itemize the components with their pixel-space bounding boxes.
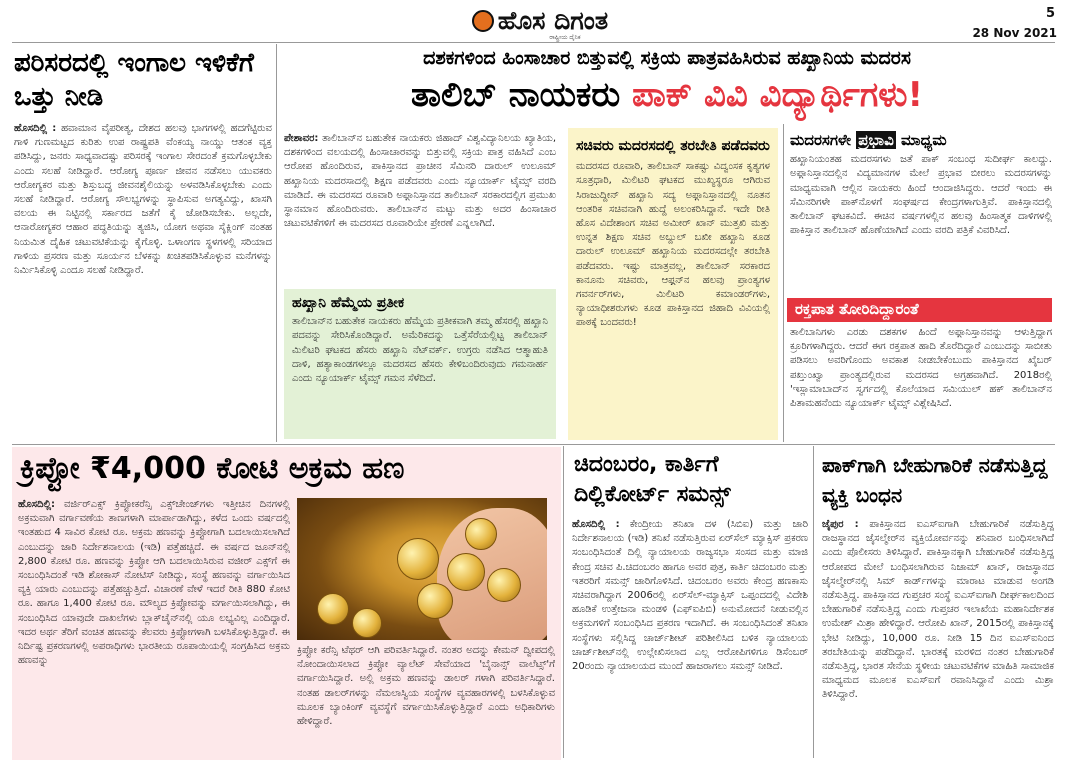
crypto-photo <box>297 498 547 640</box>
crypto-body <box>18 498 290 756</box>
taliban-headline-red: ಪಾಕ್ ವಿವಿ ವಿದ್ಯಾರ್ಥಿಗಳು! <box>632 75 923 115</box>
env-dateline: ಹೊಸದಿಲ್ಲಿ : <box>14 123 57 134</box>
crypto-body-text: ವರ್ಜಿರ್‌ಎಕ್ಸ್ ಕ್ರಿಪ್ಟೋಕರೆನ್ಸಿ ಎಕ್ಸ್‌ಚೇಂಜ್‌ಗಳು ಇತ್ತೀಚಿನ ದಿನಗಳಲ್ಲಿ ಅಕ್ರಮವಾಗಿ ವರ್ಗಾವಣೆಯ ತಾಣಗಳಾಗಿ ಮಾರ್ಪಾಡಾಗಿದ್ದು, ಕಳೆದ ಒಂದು ವರ್ಷದಲ್ಲಿ ಇಂತಹುದ 4 ಸಾವಿರ ಕೋಟಿ ರೂ. ಅಕ್ರಮ ಹಣವನ್ನು ಕ್ರಿಪ್ಟೋಗಾಗಿ ಬದಲಾಯಿಸಲಾಗಿದೆ ಎಂಬುದನ್ನು ಜಾರಿ ನಿರ್ದೇಶನಾಲಯ (ಇಡಿ) ಪತ್ತೆಹಚ್ಚಿದೆ. ಈ ವರ್ಷದ ಜೂನ್‌ನಲ್ಲಿ 2,800 ಕೋಟಿ ರೂ. ಹಣವನ್ನು ಕ್ರಿಪ್ಟೋ ಆಗಿ ಬದಲಾಯಿಸಿರುವ ವಜೀರ್ ಎಕ್ಸ್‌ಗೆ ಈ ಸಂಬಂಧಿಸಿದಂತೆ ಇಡಿ ಶೋಕಾಸ್ ನೋಟಿಸ್ ನೀಡಿದ್ದು, ಸಂಸ್ಥೆ ಹಣವನ್ನು ವರ್ಗಾಯಿಸಿದ ವ್ಯಕ್ತಿ ಯಾರು ಎಂಬುದನ್ನು ಪತ್ತೆಹಚ್ಚುತ್ತಿದೆ. ವಿಚಾರಣೆ ವೇಳೆ ಇದರೆ ರೀತಿ 880 ಕೋಟಿ ರೂ. ಹಾಗೂ 1,400 ಕೋಟಿ ರೂ. ಮೌಲ್ಯದ ಕ್ರಿಪ್ಟೋವನ್ನು ವರ್ಗಾಯಿಸಲಾಗಿದ್ದು, ಈ ಸಂಬಂಧಿಸಿದ ಯಾವುದೇ ದಾಖಲೆಗಳು ಬ್ಲಾಕ್‌ಚೈನ್‌ನಲ್ಲಿ ಯೂ ಲಭ್ಯವಿಲ್ಲ ಎಂದಿದ್ದಾರೆ. ಇದರ ಅರ್ಥ ತೆರಿಗೆ ವಂಚಿತ ಹಣವನ್ನು ಕೆಲವರು ಕ್ರಿಪ್ಟೋಗಳಾಗಿ ಬಳಸಿಕೊಳ್ಳುತ್ತಿದ್ದಾರೆ. ಈ ನಿರ್ದಿಷ್ಟ ಪ್ರಕರಣಗಳಲ್ಲಿ ಅಪರಾಧಿಗಳು ಭಾರತೀಯ ರೂಪಾಯಿಯಲ್ಲಿ ಸಂಗ್ರಹಿಸಿದ ಅಕ್ರಮ ಹಣವನ್ನು <box>18 499 290 667</box>
coin-image <box>352 608 382 638</box>
taliban-body <box>284 132 556 284</box>
spy-body <box>822 518 1054 756</box>
spy-dateline: ಜೈಪುರ : <box>822 519 859 530</box>
chidambaram-headline: ಚಿದಂಬರಂ, ಕಾರ್ತಿಗೆ ದಿಲ್ಲಿಕೋರ್ಟ್ ಸಮನ್ಸ್ <box>574 452 731 507</box>
influence-heading-pre: ಮದರಸಗಳೇ <box>790 131 852 149</box>
green-sidebar-heading: ಹಖ್ಖಾನಿ ಹೆಮ್ಮೆಯ ಪ್ರತೀಕ <box>292 295 405 311</box>
env-headline: ಪರಿಸರದಲ್ಲಿ ಇಂಗಾಲ ಇಳಿಕೆಗೆ ಒತ್ತು ನೀಡಿ <box>14 48 254 112</box>
yellow-sidebar-heading: ಸಚಿವರು ಮದರಸದಲ್ಲಿ ತರಬೇತಿ ಪಡೆದವರು <box>576 138 770 154</box>
coin-image <box>465 518 497 550</box>
coin-image <box>317 593 349 625</box>
page-number: 5 <box>1045 6 1055 21</box>
crypto-dateline: ಹೊಸದಿಲ್ಲಿ: <box>18 499 56 510</box>
influence-heading-highlight: ಪ್ರಭಾವಿ <box>858 131 894 149</box>
spy-body-text: ಪಾಕಿಸ್ತಾನದ ಐಎಸ್‌ಐಗಾಗಿ ಬೇಹುಗಾರಿಕೆ ನಡೆಸುತ್ತಿದ್ದ ರಾಜಸ್ಥಾನದ ಜೈಸಲ್ಮೇರ್‌ನ ವ್ಯಕ್ತಿಯೋರ್ವನನ್ನು ಶನಿವಾರ ಬಂಧಿಸಲಾಗಿದೆ ಎಂದು ಪೊಲೀಸರು ತಿಳಿಸಿದ್ದಾರೆ. ಪಾಕಿಸ್ತಾನಕ್ಕಾಗಿ ಬೇಹುಗಾರಿಕೆ ನಡೆಸುತ್ತಿದ್ದ ಆರೋಪದ ಮೇಲೆ ಬಂಧಿಸಲಾಗಿರುವ ನಿಜಾಮ್ ಖಾನ್, ರಾಜಸ್ಥಾನದ ಜೈಸಲ್ಮೇರ್‌ನಲ್ಲಿ ಸಿಮ್ ಕಾರ್ಡ್‌ಗಳನ್ನು ಮಾರಾಟ ಮಾಡುವ ಅಂಗಡಿ ನಡೆಸುತ್ತಿದ್ದ. ಪಾಕಿಸ್ತಾನದ ಗುಪ್ತಚರ ಸಂಸ್ಥೆ ಐಎಸ್‌ಐಗಾಗಿ ದೀರ್ಘಕಾಲದಿಂದ ಬೇಹುಗಾರಿಕೆ ನಡೆಸುತ್ತಿದ್ದ ಎಂದು ಗುಪ್ತಚರ ಇಲಾಖೆಯ ಮಹಾನಿರ್ದೇಶಕ ಉಮೇಶ್ ಮಿಶ್ರಾ ಹೇಳಿದ್ದಾರೆ. ಆರೋಪಿ ಖಾನ್, 2015ರಲ್ಲಿ ಪಾಕಿಸ್ತಾನಕ್ಕೆ ಭೇಟಿ ನೀಡಿದ್ದು, 10,000 ರೂ. ನೀಡಿ 15 ದಿನ ಐಎಸ್‌ಐನಿಂದ ತರಬೇತಿಯನ್ನು ಪಡೆದಿದ್ದಾನೆ. ಭಾರತಕ್ಕೆ ಮರಳಿದ ನಂತರ ಬೇಹುಗಾರಿಕೆ ನಡೆಸುತ್ತಿದ್ದ, ಭಾರತ ಸೇನೆಯ ಸ್ಥಳೀಯ ಚಟುವಟಿಕೆಗಳ ಮಾಹಿತಿ ಸಾಮಾಜಿಕ ಮಾಧ್ಯಮದ ಮೂಲಕ ಐಎಸ್‌ಐಗೆ ರವಾನಿಸಿದ್ದಾನೆ ಎಂದು ಮಿಶ್ರಾ ತಿಳಿಸಿದ್ದಾರೆ. <box>822 519 1054 701</box>
green-sidebar <box>284 289 556 439</box>
masthead-logo <box>440 4 640 38</box>
blood-heading: ರಕ್ತಪಾತ ತೋರಿದಿದ್ದಾರಂತೆ <box>787 298 1052 322</box>
green-sidebar-body: ತಾಲಿಬಾನ್‌ನ ಬಹುತೇಕ ನಾಯಕರು ಹೆಮ್ಮೆಯ ಪ್ರತೀಕವಾಗಿ ತಮ್ಮ ಹೆಸರಲ್ಲಿ ಹಖ್ಖಾನಿ ಪದವನ್ನು ಸೇರಿಸಿಕೊಂಡಿದ್ದಾರೆ. ಅಮೆರಿಕದನ್ನು ಒತ್ತೆಸೆರೆಯಲ್ಲಿಟ್ಟ ತಾಲಿಬಾನ್ ಮಿಲಿಟರಿ ಘಟಕದ ಹೆಸರು ಹಖ್ಖಾನಿ ನೆಟ್‌ವರ್ಕ್. ಉಗ್ರರು ನಡೆಸಿದ ಆತ್ಮಾಹುತಿ ದಾಳಿ, ಹತ್ಯಾಕಾಂಡಗಳಲ್ಲೂ ಮದರಸದ ಹೆಸರು ಕೇಳಿಬಂದಿರುವುದು ಗಮನಾರ್ಹ ಎಂದು ನ್ಯೂಯಾರ್ಕ್ ಟೈಮ್ಸ್ ಗಮನ ಸೆಳೆದಿದೆ. <box>292 316 548 384</box>
taliban-headline <box>282 76 1052 115</box>
env-body-text: ಹವಾಮಾನ ವೈಪರೀತ್ಯ, ದೇಶದ ಹಲವು ಭಾಗಗಳಲ್ಲಿ ಹದಗೆಟ್ಟಿರುವ ಗಾಳಿ ಗುಣಮಟ್ಟದ ಕುರಿತು ಉಪ ರಾಷ್ಟ್ರಪತಿ ವೆಂಕಯ್ಯ ನಾಯ್ಡು ಆತಂಕ ವ್ಯಕ್ತ ಪಡಿಸಿದ್ದು, ಜನರು ಸಾಧ್ಯವಾದಷ್ಟು ಪರಿಸರಕ್ಕೆ ಇಂಗಾಲ ಸೇರದಂತೆ ಕ್ರಮಗೊಳ್ಳಬೇಕು ಎಂದು ಸಲಹೆ ನೀಡಿದ್ದಾರೆ. ಆರೋಗ್ಯ ಪೂರ್ಣ ಜೀವನ ನಡೆಸಲು ಯುವಕರು ಆರೋಗ್ಯಕರ ಮತ್ತು ಶಿಸ್ತುಬದ್ಧ ಜೀವನಶೈಲಿಯನ್ನು ಅಳವಡಿಸಿಕೊಳ್ಳಬೇಕು ಎಂದು ಸಲಹೆ ನೀಡಿದ್ದಾರೆ. ಆರೋಗ್ಯ ಸೌಲಭ್ಯಗಳನ್ನು ಸ್ಥಾಪಿಸುವ ಅಗತ್ಯವಿದ್ದು, ಖಾಸಗಿ ವಲಯ ಈ ನಿಟ್ಟಿನಲ್ಲಿ ಸರ್ಕಾರದ ಜತೆಗೆ ಕೈ ಜೋಡಿಸಬೇಕು. ಅಲ್ಲದೇ, ಆನಾರೋಗ್ಯಕರ ಆಹಾರ ಪದ್ಧತಿಯನ್ನು ತ್ಯಜಿಸಿ, ಯೋಗ ಅಥವಾ ಸೈಕ್ಲಿಂಗ್ ನಂತಹ ನಿಯಮಿತ ದೈಹಿಕ ಚಟುವಟಿಕೆಯನ್ನು ಕೈಗೊಳ್ಳಿ. ಒಳಾಂಗಣ ಸ್ಥಳಗಳಲ್ಲಿ ಸರಿಯಾದ ಗಾಳಿಯ ಪ್ರಸರಣ ಮತ್ತು ಸೂರ್ಯನ ಬೆಳಕನ್ನು ಖಚಿತಪಡಿಸಿಕೊಳ್ಳುವ ಮನೆಗಳನ್ನು ನಿರ್ಮಿಸಿಕೊಳ್ಳಿ ಎಂದೂ ಸಲಹೆ ನೀಡಿದ್ದಾರೆ. <box>14 123 272 277</box>
masthead-title: ಹೊಸ ದಿಗಂತ <box>497 6 609 35</box>
column-rule <box>813 446 814 758</box>
chidambaram-dateline: ಹೊಸದಿಲ್ಲಿ : <box>572 519 620 530</box>
influence-heading <box>790 132 1052 149</box>
taliban-headline-black: ತಾಲಿಬ್ ನಾಯಕರು <box>410 75 621 115</box>
yellow-sidebar <box>568 128 778 440</box>
chidambaram-body <box>572 518 808 756</box>
influence-sidebar <box>790 132 1052 298</box>
edition-date: 28 Nov 2021 <box>972 26 1057 40</box>
taliban-body-text: ತಾಲಿಬಾನ್‌ನ ಬಹುತೇಕ ನಾಯಕರು ಜಿಹಾದ್ ವಿಶ್ವವಿದ್ಯಾನಿಲಯ ಖ್ಯಾತಿಯ, ದಶಕಗಳಿಂದ ವಲಯದಲ್ಲಿ ಹಿಂಸಾಚಾರವನ್ನು ಬಿತ್ತುವಲ್ಲಿ ಸಕ್ರಿಯ ಪಾತ್ರ ವಹಿಸಿದೆ ಎಂಬ ಆರೋಪ ಹೊಂದಿರುವ, ಪಾಕಿಸ್ತಾನದ ಪ್ರಾಚೀನ ಸೆಮಿನರಿ ದಾರುಲ್ ಉಲೂಮ್ ಹಖ್ಖಾನಿಯ ಮದರಸಾದಲ್ಲಿ ಶಿಕ್ಷಣ ಪಡೆದವರು ಎಂದು ನ್ಯೂಯಾರ್ಕ್ ಟೈಮ್ಸ್ ವರದಿ ಮಾಡಿದೆ. ಈ ಮದರಸದ ರೂವಾರಿ ಅಫ್ಗಾನಿಸ್ತಾನದ ತಾಲಿಬಾನ್ ಸರಕಾರದಲ್ಲಿಗ ಪ್ರಮುಖ ಸ್ಥಾನಮಾನ ಹೊಂದಿರುವರು. ತಾಲಿಬಾನ್‌ನ ಮಟ್ಟು ಮತ್ತು ಅದರ ಹಿಂಸಾಚಾರ ಚಟುವಟಿಕೆಗಳಿಗೆ ಈ ಮದರಸದ ರೂವಾರಿಯೇ ಪ್ರೇರಣೆ ಎನ್ನಲಾಗಿದೆ. <box>284 133 556 230</box>
env-body <box>14 122 272 440</box>
middle-rule <box>12 444 1055 445</box>
coin-image <box>417 583 453 619</box>
taliban-dateline: ಪೇಶಾವರ: <box>284 133 319 144</box>
blood-body: ತಾಲಿಬಾನಿಗಳು ಎರಡು ದಶಕಗಳ ಹಿಂದೆ ಅಫ್ಗಾನಿಸ್ತಾನವನ್ನು ಆಳುತ್ತಿದ್ದಾಗ ಕ್ರೂರಿಗಳಾಗಿದ್ದರು. ಆದರೆ ಈಗ ರಕ್ತಪಾತ ಹಾದಿ ತೊರೆದಿದ್ದಾರೆ ಎಂಬುದನ್ನು ಸಾಬೀತು ಪಡಿಸಲು ಅವರಿಗೊಂದು ಅವಕಾಶ ನೀಡಬೇಕೆಂಬುದು ಪಾಕಿಸ್ತಾನದ ಖೈಬರ್ ಪಖ್ತುಂಖ್ವಾ ಪ್ರಾಂತ್ಯದಲ್ಲಿರುವ ಮದರಸದ ಅಗ್ರಹವಾಗಿದೆ. 2018ರಲ್ಲಿ 'ಇಸ್ಲಾಮಾಬಾದ್‌ನ ಸ್ವರ್ಗದಲ್ಲಿ ಕೊಲೆಯಾದ ಸಮಿಯುಲ್ ಹಕ್ ತಾಲಿಬಾನ್‌ನ ಪಿತಾಮಹನೆಂದು ನ್ಯೂಯಾರ್ಕ್ ಟೈಮ್ಸ್ ವಿಶ್ಲೇಷಿಸಿದೆ. <box>790 327 1052 410</box>
masthead-tagline: ರಾಷ್ಟ್ರೀಯ ದೈನಿಕ <box>549 34 581 41</box>
column-rule <box>783 124 784 442</box>
chidambaram-body-text: ಕೇಂದ್ರೀಯ ತನಿಖಾ ದಳ (ಸಿಬಿಐ) ಮತ್ತು ಜಾರಿ ನಿರ್ದೇಶನಾಲಯ (ಇಡಿ) ತನಿಖೆ ನಡೆಸುತ್ತಿರುವ ಏರ್‌ಸೆಲ್ ಮ್ಯಾಕ್ಸಿಸ್ ಪ್ರಕರಣ ಸಂಬಂಧಿಸಿದಂತೆ ದಿಲ್ಲಿ ನ್ಯಾಯಾಲಯ ರಾಜ್ಯಸಭಾ ಸಂಸದ ಮತ್ತು ಮಾಜಿ ಕೇಂದ್ರ ಸಚಿವ ಪಿ.ಚಿದಂಬರಂ ಹಾಗೂ ಅವರ ಪುತ್ರ, ಕಾರ್ತಿ ಚಿದಂಬರಂ ಮತ್ತು ಇತರರಿಗೆ ಸಮನ್ಸ್ ಜಾರಿಗೊಳಿಸಿದೆ. ಚಿದಂಬರಂ ಅವರು ಕೇಂದ್ರ ಹಣಕಾಸು ಸಚಿವರಾಗಿದ್ದಾಗ 2006ರಲ್ಲಿ ಏರ್‌ಸೆಲ್-ಮ್ಯಾಕ್ಸಿಸ್ ಒಪ್ಪಂದದಲ್ಲಿ ವಿದೇಶಿ ಹೂಡಿಕೆ ಉತ್ತೇಜನಾ ಮಂಡಳಿ (ಎಫ್‌ಐಪಿಬಿ) ಅನುಮೋದನೆ ನೀಡುವಲ್ಲಿನ ಅಕ್ರಮಗಳಿಗೆ ಸಂಬಂಧಿಸಿದ ಪ್ರಕರಣ ಇದಾಗಿದೆ. ಈ ಸಂಬಂಧಿಸಿದಂತೆ ತನಿಖಾ ಸಂಸ್ಥೆಗಳು ಸಲ್ಲಿಸಿದ್ದ ಚಾರ್ಜ್‌ಶೀಟ್ ಪರಿಶೀಲಿಸಿದ ಬಳಿಕ ನ್ಯಾಯಾಲಯ ಚಾರ್ಜ್‌ಶೀಟ್‌ನಲ್ಲಿ ಉಲ್ಲೇಖಿಸಲಾದ ಎಲ್ಲ ಆರೋಪಿಗಳಿಗೂ ಡಿಸೆಂಬರ್ 20ರಂದು ನ್ಯಾಯಾಲಯದ ಮುಂದೆ ಹಾಜರಾಗಲು ಸಮನ್ಸ್ ನೀಡಿದೆ. <box>572 519 808 673</box>
coin-image <box>447 553 485 591</box>
top-rule <box>12 42 1055 43</box>
influence-body: ಹಖ್ಖಾನಿಯಂತಹ ಮದರಸಗಳು ಜತೆ ಪಾಕ್ ಸಂಬಂಧ ಸುದೀರ್ಘ ಕಾಲದ್ದು. ಅಫ್ಗಾನಿಸ್ತಾನದಲ್ಲಿನ ವಿದ್ಯಮಾನಗಳ ಮೇಲೆ ಪ್ರಭಾವ ಬೀರಲು ಮದರಸಗಳನ್ನು ಮಾಧ್ಯಮವಾಗಿ ಆಲ್ಲಿನ ನಾಯಕರು ಹಿಂದೆ ಆಂದಾಜಿಸಿದ್ದರು. ಆದರೆ ಇಂದು ಈ ಸೆಮಿನರಿಗಳೇ ಪಾಕ್‌ನೊಳಗೆ ಸಂಘರ್ಷದ ಕೇಂದ್ರಗಳಾಗುತ್ತಿವೆ. ಪಾಕಿಸ್ತಾನದಲ್ಲಿ ತಾಲಿಬಾನ್ ಘಟಕವಿದೆ. ಈಚಿನ ವರ್ಷಗಳಲ್ಲಿನ ಹಲವು ಹಿಂಸಾತ್ಮಕ ದಾಳಿಗಳಲ್ಲಿ ಪಾಕಿಸ್ತಾನ ತಾಲಿಬಾನ್ ಹೊಣೆಯಾಗಿದೆ ಎಂದು ವರದಿ ಪತ್ರಿಕೆ ವಿವರಿಸಿದೆ. <box>790 154 1052 237</box>
yellow-sidebar-body: ಮದರಸದ ರೂವಾರಿ, ತಾಲಿಬಾನ್ ಸಾಕಷ್ಟು ವಿದ್ವಂಸಕ ಕೃತ್ಯಗಳ ಸೂತ್ರಧಾರಿ, ಮಿಲಿಟರಿ ಘಟಕದ ಮುಖ್ಯಸ್ಥರೂ ಆಗಿರುವ ಸಿರಾಜುದ್ದೀನ್ ಹಖ್ಖಾನಿ ಸದ್ಯ ಅಫ್ಗಾನಿಸ್ತಾನದಲ್ಲಿ ನೂತನ ಆಂತರಿಕ ಸಚಿವನಾಗಿ ಹುದ್ದೆ ಅಲಂಕರಿಸಿದ್ದಾನೆ. ಇದೇ ರೀತಿ ಹೊಸ ವಿದೇಶಾಂಗ ಸಚಿವ ಅಮೀರ್ ಖಾನ್ ಮುತ್ತಖಿ ಮತ್ತು ಉನ್ನತ ಶಿಕ್ಷಣ ಸಚಿವ ಅಬ್ದುಲ್ ಬಖೀ ಹಖ್ಖಾನಿ ಕೂಡ ದಾರುಲ್ ಉಲೂಮ್ ಹಖ್ಖಾನಿಯ ಮದರಸದಲ್ಲೇ ತರಬೇತಿ ಪಡೆದವರು. ಇಷ್ಟು ಮಾತ್ರವಲ್ಲ, ತಾಲಿಬಾನ್ ಸರಕಾರದ ಕಾನೂನು ಸಚಿವರು, ಆಫ್ಗನ್‌ನ ಹಲವು ಪ್ರಾಂತ್ಯಗಳ ಗವರ್ನರ್‌ಗಳು, ಮಿಲಿಟರಿ ಕಮಾಂಡರ್‌ಗಳು, ನ್ಯಾಯಾಧೀಶರುಗಳು ಕೂಡ ಪಾಕಿಸ್ತಾನದ ಜಿಹಾದಿ ವಿವಿಯಲ್ಲಿ ಪಾಠಕ್ಕೆ ಬಂದವರು! <box>576 161 770 329</box>
coin-image <box>487 568 521 602</box>
logo-icon <box>472 10 494 32</box>
taliban-kicker: ದಶಕಗಳಿಂದ ಹಿಂಸಾಚಾರ ಬಿತ್ತುವಲ್ಲಿ ಸಕ್ರಿಯ ಪಾತ್ರವಹಿಸಿರುವ ಹಖ್ಖಾನಿಯ ಮದರಸ <box>423 47 911 69</box>
coin-image <box>397 538 439 580</box>
column-rule <box>276 44 277 442</box>
column-rule <box>563 446 564 758</box>
crypto-body-right: ಕ್ರಿಪ್ಟೋ ಕರೆನ್ಸಿ ಟೆಥರ್ ಆಗಿ ಪರಿವರ್ತಿಸಿದ್ದಾರೆ. ನಂತರ ಅದನ್ನು ಕೇಮನ್ ದ್ವೀಪದಲ್ಲಿ ನೋಂದಾಯಿಸಲಾದ ಕ್ರಿಪ್ಟೋ ವ್ಯಾಲೆಟ್ ಸೇವೆಯಾದ 'ಬೈನಾನ್ಸ್ ವಾಲೆಟ್ಸ್'ಗೆ ವರ್ಗಾಯಿಸಿದ್ದಾರೆ. ಅಲ್ಲಿ ಅಕ್ರಮ ಹಣವನ್ನು ಡಾಲರ್ ಗಳಾಗಿ ಪರಿವರ್ತಿಸಿದ್ದಾರೆ. ನಂತಹ ಡಾಲರ್‌ಗಳನ್ನು ನೆಮಲಾಸ್ವಿಯ ಸಂಸ್ಥೆಗಳ ವ್ಯವಹಾರಗಳಲ್ಲಿ ಬಳಸಿಕೊಳ್ಳುವ ಮೂಲಕ ಬ್ಯಾಂಕಿಂಗ್ ವ್ಯವಸ್ಥೆಗೆ ವರ್ಗಾಯಿಸಿಕೊಳ್ಳುತ್ತಿದ್ದಾರೆ ಎಂದು ಅಧಿಕಾರಿಗಳು ಹೇಳಿದ್ದಾರೆ. <box>297 645 555 728</box>
influence-heading-post: ಮಾಧ್ಯಮ <box>901 131 947 149</box>
spy-headline: ಪಾಕ್‌ಗಾಗಿ ಬೇಹುಗಾರಿಕೆ ನಡೆಸುತ್ತಿದ್ದ ವ್ಯಕ್ತಿ ಬಂಧನ <box>822 453 1048 507</box>
crypto-headline: ಕ್ರಿಪ್ಟೋ ₹4,000 ಕೋಟಿ ಅಕ್ರಮ ಹಣ <box>20 451 405 486</box>
